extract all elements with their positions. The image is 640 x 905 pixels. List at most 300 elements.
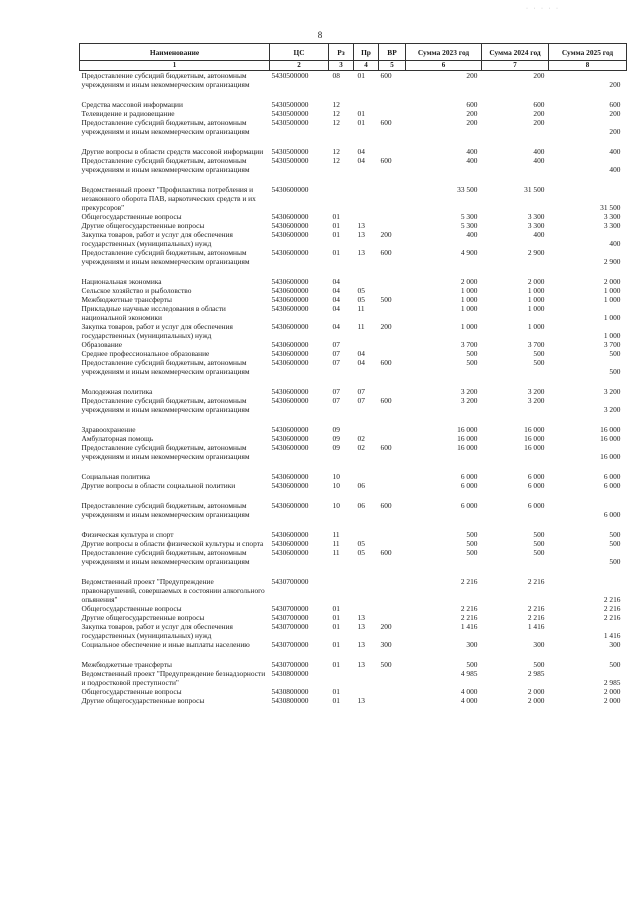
- cell-pr: 13: [357, 221, 365, 230]
- cell-cs: 5430500000: [271, 156, 309, 165]
- cell-cs: 5430500000: [271, 100, 309, 109]
- cell-name: Ведомственный проект "Предупреждение безнадзорности и подростковой преступности": [81, 669, 266, 687]
- cell-sum-2025: 500: [609, 539, 621, 548]
- cell-sum-2025: 1 000: [603, 295, 621, 304]
- cell-sum-2025: 2 216: [603, 604, 621, 613]
- table-row: [80, 425, 627, 434]
- cell-cs: 5430600000: [271, 248, 309, 257]
- table-row: [80, 147, 627, 156]
- cell-pr: [354, 212, 379, 221]
- cell-sum-2023: 3 700: [460, 340, 478, 349]
- cell-vr: 600: [380, 118, 392, 127]
- column-number-row: [80, 61, 627, 71]
- cell-sum-2025: 500: [609, 660, 621, 669]
- cell-sum-2024: 400: [533, 147, 545, 156]
- cell-name: Предоставление субсидий бюджетным, автономным учреждениям и иным некоммерческим организациям: [81, 248, 250, 266]
- cell-pr: 06: [357, 481, 365, 490]
- header-row: [80, 44, 627, 61]
- cell-name: Общегосударственные вопросы: [81, 212, 182, 221]
- cell-vr: 600: [380, 443, 392, 452]
- cell-pr: 01: [357, 118, 365, 127]
- table-row: [80, 118, 627, 136]
- cell-pr: [354, 604, 379, 613]
- cell-sum-2025: 400: [609, 147, 621, 156]
- cell-name: Межбюджетные трансферты: [81, 295, 172, 304]
- cell-pr: [354, 277, 379, 286]
- cell-name: Среднее профессиональное образование: [81, 349, 210, 358]
- cell-cs: 5430600000: [271, 286, 309, 295]
- cell-sum-2025: 2 985: [603, 678, 621, 687]
- cell-sum-2024: 3 300: [527, 221, 545, 230]
- cell-vr: [379, 434, 406, 443]
- cell-vr: [379, 539, 406, 548]
- cell-cs: 5430700000: [271, 604, 309, 613]
- cell-vr: 600: [380, 396, 392, 405]
- table-row: [80, 472, 627, 481]
- cell-cs: 5430600000: [271, 349, 309, 358]
- cell-sum-2024: 500: [533, 530, 545, 539]
- cell-name: Предоставление субсидий бюджетным, автономным учреждениям и иным некоммерческим организациям: [81, 501, 250, 519]
- cell-pr: 05: [357, 539, 365, 548]
- table-row: [80, 604, 627, 613]
- cell-rz: 10: [332, 481, 340, 490]
- cell-sum-2025: 500: [609, 349, 621, 358]
- cell-cs: 5430600000: [271, 481, 309, 490]
- cell-rz: 01: [332, 687, 340, 696]
- cell-cs: 5430600000: [271, 304, 309, 313]
- cell-sum-2024: 400: [533, 156, 545, 165]
- spacer-cell: [80, 174, 627, 185]
- cell-sum-2025: 400: [609, 239, 621, 248]
- cell-vr: [379, 530, 406, 539]
- cell-vr: 600: [379, 71, 406, 90]
- cell-sum-2024: 1 000: [527, 304, 545, 313]
- cell-sum-2023: 500: [466, 660, 478, 669]
- cell-name: Общегосударственные вопросы: [81, 687, 182, 696]
- cell-rz: 12: [332, 156, 340, 165]
- spacer-cell: [80, 490, 627, 501]
- cell-rz: 01: [332, 604, 340, 613]
- spacer-row: [80, 649, 627, 660]
- cell-pr: 11: [357, 322, 365, 331]
- cell-vr: [379, 604, 406, 613]
- cell-sum-2023: 4 985: [460, 669, 478, 678]
- cell-sum-2025: 2 000: [603, 277, 621, 286]
- spacer-cell: [80, 519, 627, 530]
- cell-sum-2025: 200: [609, 109, 621, 118]
- table-row: [80, 640, 627, 649]
- cell-cs: 5430700000: [271, 577, 309, 586]
- cell-pr: 06: [357, 501, 365, 510]
- cell-vr: [379, 304, 406, 322]
- cell-sum-2023: 1 000: [460, 295, 478, 304]
- header-pr: Пр: [354, 44, 379, 61]
- cell-sum-2024: 6 000: [527, 481, 545, 490]
- cell-name: Другие общегосударственные вопросы: [81, 696, 205, 705]
- cell-pr: 13: [357, 622, 365, 631]
- cell-pr: 11: [357, 304, 365, 313]
- spacer-row: [80, 519, 627, 530]
- cell-sum-2024: 1 000: [527, 295, 545, 304]
- cell-sum-2023: 4 000: [460, 696, 478, 705]
- cell-sum-2024: 2 000: [527, 687, 545, 696]
- cell-rz: 04: [332, 304, 340, 313]
- cell-cs: 5430700000: [271, 660, 309, 669]
- cell-sum-2025: 2 900: [603, 257, 621, 266]
- cell-vr: [379, 340, 406, 349]
- cell-sum-2023: 500: [466, 358, 478, 367]
- cell-vr: [379, 277, 406, 286]
- cell-cs: 5430800000: [271, 687, 309, 696]
- cell-name: Другие вопросы в области физической культуры и спорта: [81, 539, 264, 548]
- cell-rz: 11: [332, 548, 340, 557]
- cell-rz: [329, 185, 354, 212]
- cell-rz: 04: [332, 295, 340, 304]
- cell-name: Амбулаторная помощь: [81, 434, 154, 443]
- cell-cs: 5430500000: [271, 147, 309, 156]
- cell-sum-2024: 2 216: [527, 577, 545, 586]
- spacer-cell: [80, 566, 627, 577]
- cell-sum-2025: 300: [609, 640, 621, 649]
- cell-pr: [354, 100, 379, 109]
- spacer-cell: [80, 376, 627, 387]
- table-row: [80, 100, 627, 109]
- cell-pr: 07: [357, 387, 365, 396]
- cell-vr: 600: [380, 501, 392, 510]
- cell-cs: 5430600000: [271, 387, 309, 396]
- cell-sum-2023: 3 200: [460, 387, 478, 396]
- cell-sum-2024: 500: [533, 539, 545, 548]
- cell-rz: 07: [332, 340, 340, 349]
- cell-pr: 05: [357, 295, 365, 304]
- table-row: [80, 304, 627, 322]
- cell-pr: [354, 577, 379, 604]
- corner-mark: · · · · ·: [526, 6, 560, 12]
- cell-sum-2023: 2 000: [460, 277, 478, 286]
- cell-name: Предоставление субсидий бюджетным, автономным учреждениям и иным некоммерческим организациям: [80, 71, 270, 90]
- header-sum-2024: Сумма 2024 год: [482, 44, 549, 61]
- cell-sum-2023: 33 500: [457, 185, 478, 194]
- table-row: [80, 71, 627, 90]
- cell-rz: 01: [332, 221, 340, 230]
- table-row: [80, 443, 627, 461]
- cell-sum-2024: 3 200: [527, 396, 545, 405]
- cell-sum-2023: 200: [466, 118, 478, 127]
- cell-cs: 5430700000: [271, 640, 309, 649]
- cell-sum-2025: 16 000: [600, 434, 621, 443]
- cell-name: Предоставление субсидий бюджетным, автономным учреждениям и иным некоммерческим организациям: [81, 396, 250, 414]
- table-row: [80, 696, 627, 705]
- table-row: [80, 660, 627, 669]
- cell-pr: [354, 669, 379, 687]
- column-number: 8: [549, 61, 627, 71]
- cell-sum-2024: 1 000: [527, 322, 545, 331]
- cell-rz: 10: [332, 501, 340, 510]
- cell-vr: 600: [380, 548, 392, 557]
- cell-sum-2025: 500: [609, 367, 621, 376]
- cell-rz: 01: [332, 660, 340, 669]
- cell-cs: 5430600000: [271, 277, 309, 286]
- table-row: [80, 548, 627, 566]
- spacer-cell: [80, 649, 627, 660]
- cell-cs: 5430600000: [271, 358, 309, 367]
- cell-cs: 5430600000: [271, 425, 309, 434]
- table-row: [80, 185, 627, 212]
- column-number: 1: [80, 61, 270, 71]
- cell-sum-2025: 31 500: [600, 203, 621, 212]
- table-row: [80, 613, 627, 622]
- cell-sum-2024: 300: [533, 640, 545, 649]
- spacer-row: [80, 174, 627, 185]
- table-row: [80, 349, 627, 358]
- cell-pr: [354, 530, 379, 539]
- column-number: 6: [406, 61, 482, 71]
- cell-pr: 02: [357, 443, 365, 452]
- cell-pr: 13: [357, 640, 365, 649]
- cell-sum-2024: 6 000: [527, 501, 545, 510]
- cell-vr: [379, 472, 406, 481]
- cell-sum-2023: 2 216: [460, 577, 478, 586]
- page-number: 8: [317, 30, 323, 40]
- cell-vr: [379, 100, 406, 109]
- cell-vr: [379, 577, 406, 604]
- cell-cs: 5430600000: [271, 322, 309, 331]
- cell-vr: [379, 425, 406, 434]
- cell-name: Закупка товаров, работ и услуг для обеспечения государственных (муниципальных) нужд: [81, 622, 233, 640]
- cell-sum-2023: 600: [466, 100, 478, 109]
- cell-name: Закупка товаров, работ и услуг для обеспечения государственных (муниципальных) нужд: [81, 230, 233, 248]
- header-name: Наименование: [80, 44, 270, 61]
- cell-pr: 13: [357, 613, 365, 622]
- cell-cs: 5430800000: [271, 669, 309, 678]
- cell-rz: 04: [332, 286, 340, 295]
- cell-cs: 5430600000: [271, 548, 309, 557]
- cell-sum-2024: 500: [533, 660, 545, 669]
- cell-sum-2025: 200: [549, 71, 627, 90]
- cell-sum-2023: 1 416: [460, 622, 478, 631]
- cell-sum-2024: 2 216: [527, 604, 545, 613]
- cell-sum-2024: 2 985: [527, 669, 545, 678]
- cell-cs: 5430600000: [271, 443, 309, 452]
- cell-sum-2024: 200: [482, 71, 549, 90]
- header-sum-2023: Сумма 2023 год: [406, 44, 482, 61]
- cell-name: Предоставление субсидий бюджетным, автономным учреждениям и иным некоммерческим организациям: [81, 118, 250, 136]
- spacer-row: [80, 490, 627, 501]
- cell-sum-2024: 200: [533, 109, 545, 118]
- cell-rz: [329, 669, 354, 687]
- table-body: [80, 71, 627, 706]
- table-row: [80, 295, 627, 304]
- cell-sum-2024: 16 000: [524, 443, 545, 452]
- cell-cs: 5430600000: [271, 472, 309, 481]
- cell-sum-2024: 3 200: [527, 387, 545, 396]
- cell-sum-2023: 500: [466, 530, 478, 539]
- cell-rz: 07: [332, 358, 340, 367]
- cell-pr: [354, 425, 379, 434]
- cell-pr: 05: [357, 548, 365, 557]
- cell-rz: 09: [332, 434, 340, 443]
- cell-cs: 5430600000: [271, 539, 309, 548]
- cell-name: Предоставление субсидий бюджетным, автономным учреждениям и иным некоммерческим организациям: [81, 358, 250, 376]
- table-row: [80, 156, 627, 174]
- cell-vr: 600: [380, 358, 392, 367]
- cell-sum-2025: 1 000: [603, 313, 621, 322]
- budget-table: [79, 43, 627, 705]
- cell-sum-2023: 1 000: [460, 286, 478, 295]
- cell-pr: 13: [357, 248, 365, 257]
- table-row: [80, 109, 627, 118]
- cell-sum-2023: 1 000: [460, 322, 478, 331]
- cell-rz: 01: [332, 640, 340, 649]
- cell-rz: 12: [332, 118, 340, 127]
- cell-pr: 01: [354, 71, 379, 90]
- cell-rz: 08: [329, 71, 354, 90]
- cell-name: Национальная экономика: [81, 277, 162, 286]
- cell-vr: [379, 212, 406, 221]
- cell-sum-2024: 2 216: [527, 613, 545, 622]
- cell-cs: 5430700000: [271, 622, 309, 631]
- cell-sum-2024: 16 000: [524, 425, 545, 434]
- cell-sum-2025: 16 000: [600, 425, 621, 434]
- cell-sum-2023: 2 216: [460, 604, 478, 613]
- table-row: [80, 230, 627, 248]
- spacer-row: [80, 566, 627, 577]
- cell-vr: [379, 613, 406, 622]
- cell-vr: 600: [380, 156, 392, 165]
- cell-pr: [354, 687, 379, 696]
- cell-cs: 5430500000: [271, 109, 309, 118]
- cell-sum-2024: 500: [533, 548, 545, 557]
- cell-vr: [379, 185, 406, 212]
- cell-cs: 5430600000: [271, 295, 309, 304]
- cell-rz: 01: [332, 696, 340, 705]
- table-row: [80, 286, 627, 295]
- cell-sum-2023: 500: [466, 349, 478, 358]
- spacer-cell: [80, 461, 627, 472]
- cell-sum-2025: 2 216: [603, 595, 621, 604]
- cell-vr: [379, 349, 406, 358]
- cell-rz: 04: [332, 277, 340, 286]
- table-row: [80, 501, 627, 519]
- cell-rz: 07: [332, 349, 340, 358]
- cell-vr: 500: [380, 660, 392, 669]
- cell-cs: 5430600000: [271, 221, 309, 230]
- table-row: [80, 340, 627, 349]
- cell-pr: 04: [357, 358, 365, 367]
- cell-pr: 01: [357, 109, 365, 118]
- cell-name: Социальная политика: [81, 472, 151, 481]
- cell-name: Закупка товаров, работ и услуг для обеспечения государственных (муниципальных) нужд: [81, 322, 233, 340]
- cell-name: Межбюджетные трансферты: [81, 660, 172, 669]
- cell-sum-2025: 1 416: [603, 631, 621, 640]
- cell-sum-2023: 400: [466, 230, 478, 239]
- cell-sum-2023: 6 000: [460, 501, 478, 510]
- cell-cs: 5430700000: [271, 613, 309, 622]
- cell-name: Общегосударственные вопросы: [81, 604, 182, 613]
- header-rz: Рз: [329, 44, 354, 61]
- cell-rz: 11: [332, 539, 340, 548]
- cell-vr: 300: [380, 640, 392, 649]
- cell-sum-2024: 3 300: [527, 212, 545, 221]
- cell-sum-2023: 4 000: [460, 687, 478, 696]
- spacer-cell: [80, 136, 627, 147]
- cell-pr: [354, 185, 379, 212]
- cell-sum-2024: 6 000: [527, 472, 545, 481]
- cell-name: Молодежная политика: [81, 387, 153, 396]
- cell-sum-2024: 500: [533, 358, 545, 367]
- cell-rz: 12: [332, 109, 340, 118]
- cell-vr: [379, 286, 406, 295]
- cell-vr: 500: [380, 295, 392, 304]
- cell-sum-2024: 16 000: [524, 434, 545, 443]
- cell-sum-2023: 400: [466, 147, 478, 156]
- spacer-cell: [80, 266, 627, 277]
- cell-name: Здравоохранение: [81, 425, 136, 434]
- column-number: 2: [270, 61, 329, 71]
- cell-sum-2023: 16 000: [457, 443, 478, 452]
- cell-vr: 200: [380, 230, 392, 239]
- cell-sum-2024: 400: [533, 230, 545, 239]
- cell-sum-2024: 1 000: [527, 286, 545, 295]
- cell-rz: 01: [332, 613, 340, 622]
- cell-vr: [379, 481, 406, 490]
- cell-sum-2025: 3 300: [603, 212, 621, 221]
- cell-vr: 200: [380, 622, 392, 631]
- cell-sum-2024: 2 000: [527, 277, 545, 286]
- cell-name: Другие вопросы в области социальной политики: [81, 481, 236, 490]
- cell-vr: [379, 387, 406, 396]
- header-sum-2025: Сумма 2025 год: [549, 44, 627, 61]
- spacer-row: [80, 136, 627, 147]
- cell-sum-2025: 400: [609, 165, 621, 174]
- table-row: [80, 577, 627, 604]
- cell-vr: [379, 221, 406, 230]
- cell-sum-2023: 300: [466, 640, 478, 649]
- cell-sum-2025: 16 000: [600, 452, 621, 461]
- spacer-row: [80, 376, 627, 387]
- table-row: [80, 622, 627, 640]
- cell-cs: 5430600000: [271, 340, 309, 349]
- cell-cs: 5430600000: [271, 396, 309, 405]
- cell-rz: [329, 577, 354, 604]
- cell-sum-2025: 6 000: [603, 481, 621, 490]
- cell-cs: 5430600000: [271, 212, 309, 221]
- table-row: [80, 481, 627, 490]
- cell-sum-2025: 1 000: [603, 331, 621, 340]
- cell-rz: 04: [332, 322, 340, 331]
- cell-sum-2024: 2 000: [527, 696, 545, 705]
- cell-sum-2025: 500: [609, 557, 621, 566]
- cell-name: Средства массовой информации: [81, 100, 183, 109]
- cell-sum-2024: 500: [533, 349, 545, 358]
- cell-rz: 01: [332, 212, 340, 221]
- column-number: 5: [379, 61, 406, 71]
- cell-pr: [354, 340, 379, 349]
- cell-cs: 5430600000: [271, 501, 309, 510]
- cell-vr: 600: [380, 248, 392, 257]
- header-cs: ЦС: [270, 44, 329, 61]
- cell-sum-2023: 6 000: [460, 481, 478, 490]
- cell-sum-2025: 200: [609, 127, 621, 136]
- cell-sum-2025: 3 700: [603, 340, 621, 349]
- cell-vr: [379, 687, 406, 696]
- cell-cs: 5430500000: [271, 118, 309, 127]
- cell-vr: [379, 147, 406, 156]
- cell-cs: 5430600000: [271, 230, 309, 239]
- cell-pr: 13: [357, 660, 365, 669]
- cell-sum-2023: 5 300: [460, 221, 478, 230]
- cell-sum-2025: 3 200: [603, 405, 621, 414]
